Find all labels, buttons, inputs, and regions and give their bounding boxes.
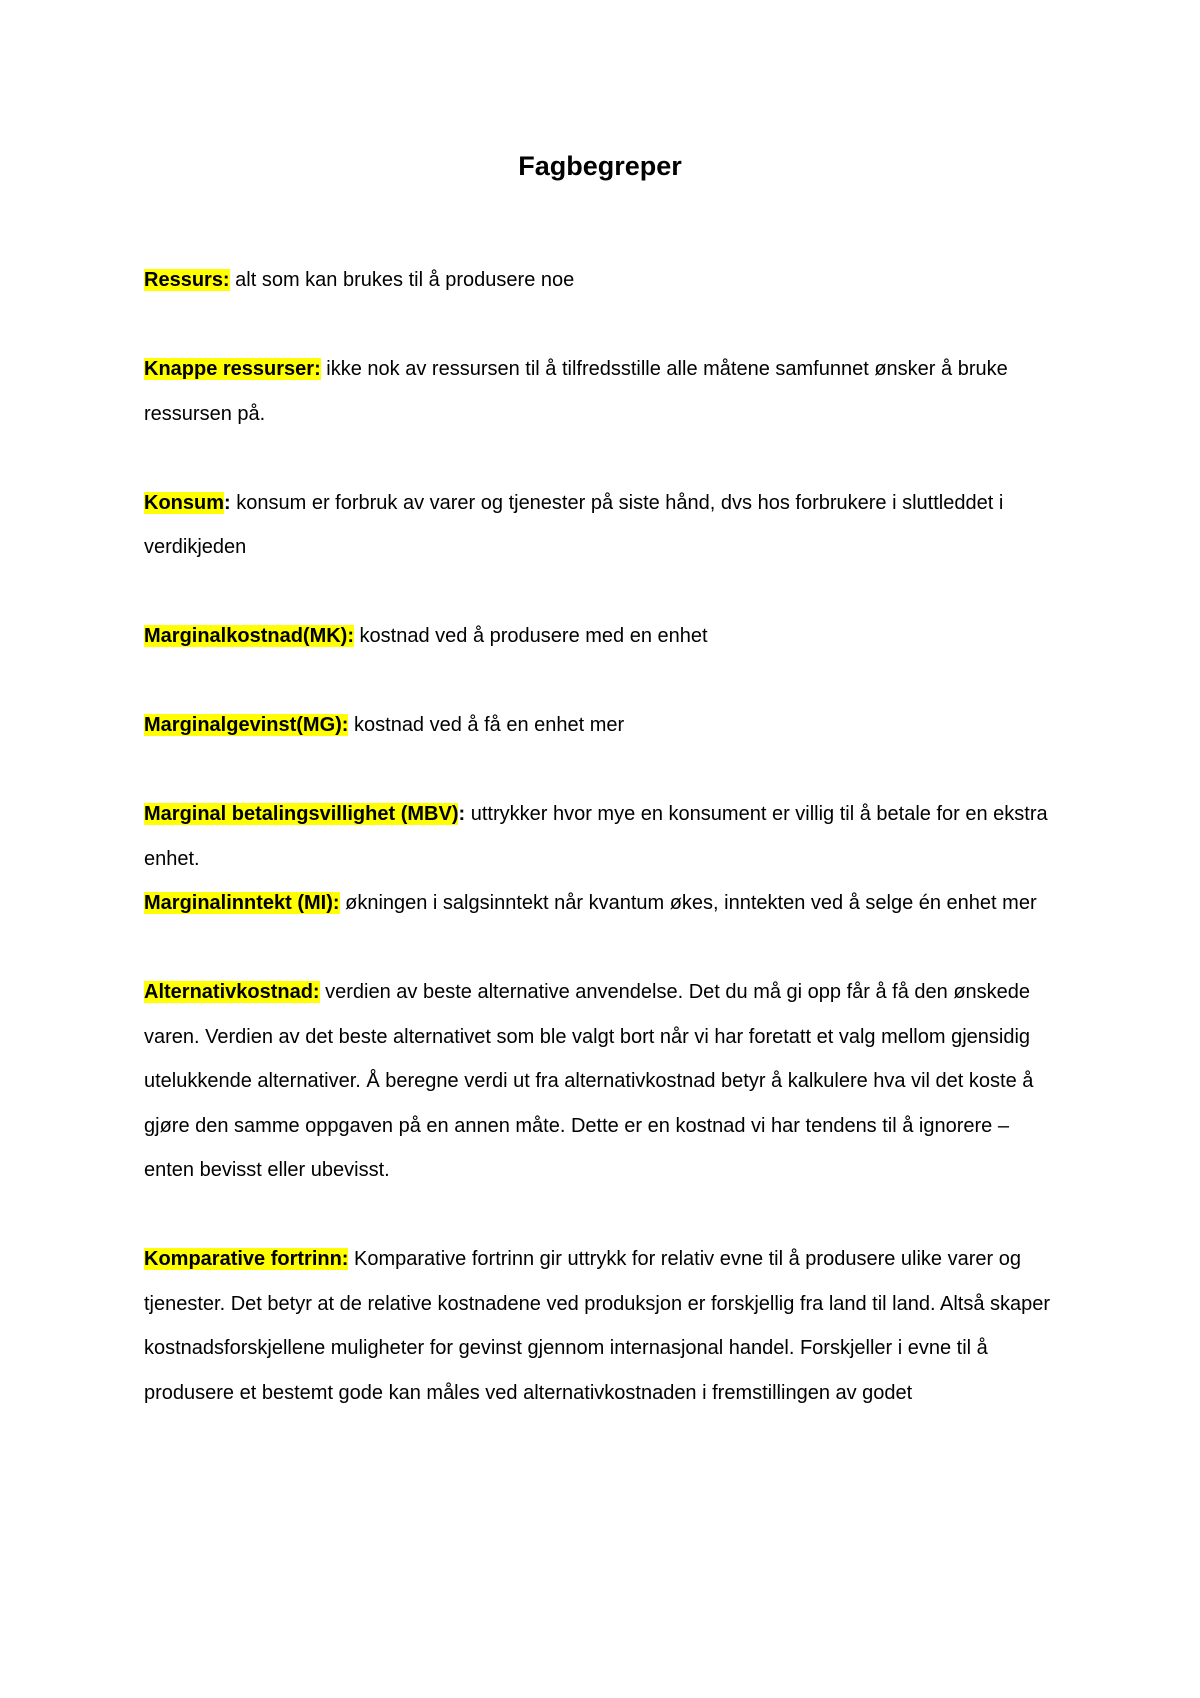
term-marginalgevinst: Marginalgevinst(MG): xyxy=(144,714,349,736)
definition-marginal-betalingsvillighet xyxy=(144,792,1064,881)
term-colon: : xyxy=(224,491,231,514)
definition-alternativkostnad xyxy=(144,970,1064,1193)
term-alternativkostnad: Alternativkostnad: xyxy=(144,981,320,1003)
definition-text: økningen i salgsinntekt når kvantum økes, inntekten ved å selge én enhet mer xyxy=(339,892,1037,914)
definition-text: verdien av beste alternative anvendelse. Det du må gi opp får å få den ønskede varen. Verdien av det beste alternativet som ble valgt bort når vi har foretatt et valg mellom gjensidig utelukkende alternativer. Å beregne verdi ut fra alternativkostnad betyr å kalkulere hva vil det koste å gjøre den samme oppgaven på en annen måte. Dette er en kostnad vi har tendens til å ignorere – enten bevisst eller ubevisst. xyxy=(144,981,1034,1181)
definition-text: kostnad ved å produsere med en enhet xyxy=(354,625,708,647)
definition-text: kostnad ved å få en enhet mer xyxy=(348,714,625,736)
term-knappe-ressurser: Knappe ressurser: xyxy=(144,358,321,380)
definition-knappe-ressurser xyxy=(144,347,1064,436)
definitions-list xyxy=(144,258,1064,1460)
term-ressurs: Ressurs: xyxy=(144,269,230,291)
definition-marginalkostnad xyxy=(144,614,1064,659)
definition-ressurs xyxy=(144,258,1064,303)
term-marginalinntekt: Marginalinntekt (MI): xyxy=(144,892,340,914)
definition-komparative-fortrinn xyxy=(144,1237,1064,1415)
definition-text: alt som kan brukes til å produsere noe xyxy=(229,269,575,291)
term-colon: : xyxy=(458,803,466,825)
definition-text: ikke nok av ressursen til å tilfredsstille alle måtene samfunnet ønsker å bruke ressursen på. xyxy=(144,358,1008,425)
definition-marginalgevinst xyxy=(144,703,1064,748)
page-title: Fagbegreper xyxy=(518,151,682,181)
definition-konsum xyxy=(144,481,1064,570)
definition-text: Komparative fortrinn gir uttrykk for relativ evne til å produsere ulike varer og tjenester. Det betyr at de relative kostnadene ved produksjon er forskjellig fra land til land. Altså skaper kostnadsforskjellene muligheter for gevinst gjennom internasjonal handel. Forskjeller i evne til å produsere et bestemt gode kan måles ved alternativkostnaden i fremstillingen av godet xyxy=(144,1248,1051,1404)
term-komparative-fortrinn: Komparative fortrinn: xyxy=(144,1248,349,1270)
term-konsum: Konsum xyxy=(144,491,224,514)
term-marginal-betalingsvillighet: Marginal betalingsvillighet (MBV) xyxy=(144,803,459,825)
term-marginalkostnad: Marginalkostnad(MK): xyxy=(144,625,354,647)
definition-text: konsum er forbruk av varer og tjenester på siste hånd, dvs hos forbrukere i sluttleddet i verdikjeden xyxy=(144,491,1004,558)
definition-marginalinntekt xyxy=(144,881,1064,926)
definition-text: uttrykker hvor mye en konsument er villig til å betale for en ekstra enhet. xyxy=(144,803,1048,870)
